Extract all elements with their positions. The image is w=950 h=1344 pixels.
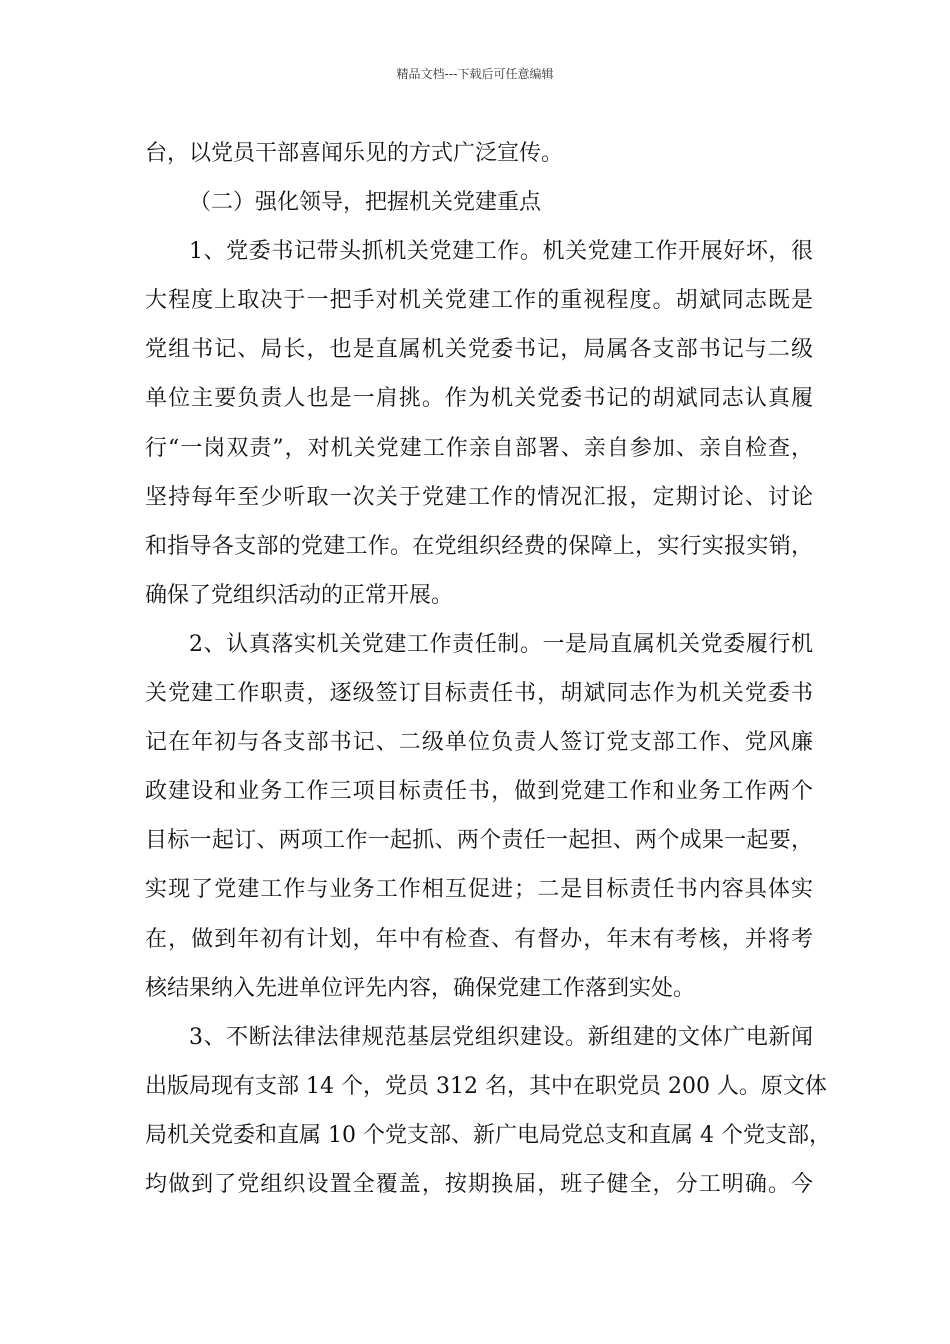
text-line: 行“一岗双责”，对机关党建工作亲自部署、亲自参加、亲自检查， bbox=[145, 435, 813, 461]
text-line: 局机关党委和直属 10 个党支部、新广电局党总支和直属 4 个党支部， bbox=[145, 1122, 831, 1148]
text-line: 目标一起订、两项工作一起抓、两个责任一起担、两个成果一起要， bbox=[145, 828, 813, 854]
text-line: 单位主要负责人也是一肩挑。作为机关党委书记的胡斌同志认真履 bbox=[145, 386, 813, 412]
page-header: 精品文档---下载后可任意编辑 bbox=[396, 67, 554, 81]
text-line: 记在年初与各支部书记、二级单位负责人签订党支部工作、党风廉 bbox=[145, 730, 813, 756]
text-line: 2、认真落实机关党建工作责任制。一是局直属机关党委履行机 bbox=[189, 631, 813, 657]
text-line: 1、党委书记带头抓机关党建工作。机关党建工作开展好坏，很 bbox=[189, 239, 813, 265]
text-line: 出版局现有支部 14 个，党员 312 名，其中在职党员 200 人。原文体 bbox=[145, 1073, 827, 1099]
text-line: 和指导各支部的党建工作。在党组织经费的保障上，实行实报实销， bbox=[145, 533, 813, 559]
text-line: 实现了党建工作与业务工作相互促进；二是目标责任书内容具体实 bbox=[145, 877, 813, 903]
text-line: 政建设和业务工作三项目标责任书，做到党建工作和业务工作两个 bbox=[145, 779, 813, 805]
text-line: 均做到了党组织设置全覆盖，按期换届，班子健全，分工明确。今 bbox=[145, 1171, 813, 1197]
text-line: 关党建工作职责，逐级签订目标责任书，胡斌同志作为机关党委书 bbox=[145, 681, 813, 707]
text-line: （二）强化领导，把握机关党建重点 bbox=[189, 190, 542, 216]
text-line: 坚持每年至少听取一次关于党建工作的情况汇报，定期讨论、讨论 bbox=[145, 484, 813, 510]
document-body bbox=[145, 129, 831, 1209]
text-line: 3、不断法律法律规范基层党组织建设。新组建的文体广电新闻 bbox=[189, 1024, 813, 1050]
text-line: 核结果纳入先进单位评先内容，确保党建工作落到实处。 bbox=[145, 975, 696, 1001]
text-line: 党组书记、局长，也是直属机关党委书记，局属各支部书记与二级 bbox=[145, 337, 813, 363]
text-line: 台，以党员干部喜闻乐见的方式广泛宣传。 bbox=[145, 141, 564, 166]
text-line: 确保了党组织活动的正常开展。 bbox=[145, 582, 454, 608]
text-line: 在，做到年初有计划，年中有检查、有督办，年末有考核，并将考 bbox=[145, 926, 813, 952]
text-line: 大程度上取决于一把手对机关党建工作的重视程度。胡斌同志既是 bbox=[145, 288, 813, 314]
